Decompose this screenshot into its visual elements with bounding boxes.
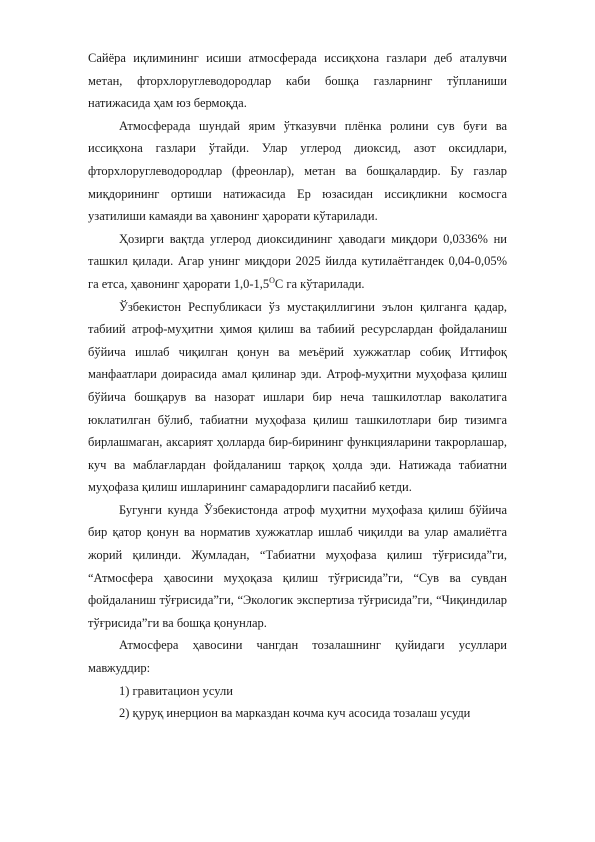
- degree-sign: О: [269, 275, 275, 285]
- paragraph-greenhouse-intro: Сайёра иқлимининг исиши атмосферада иссиқхона газлари деб аталувчи метан, фторхлоруглеводородлар каби бошқа газларнинг тўпланиши натижасида ҳам юз бермоқда.: [88, 51, 507, 111]
- paragraph-cleaning-methods: Атмосфера ҳавосини чангдан тозалашнинг қуйидаги усуллари мавжуддир:: [88, 638, 507, 676]
- paragraph-greenhouse-gases: Атмосферада шундай ярим ўтказувчи плёнка ролини сув буғи ва иссиқхона газлари ўтайди. Улар углерод диоксид, азот оксидлари, фторхлоруглеводородлар (фреонлар), метан ва бошқалардир. Бу газлар миқдорининг ортиши натижасида Ер юзасидан иссиқликни космосга узатилиши камаяди ва ҳавонинг ҳарорати кўтарилади.: [88, 118, 507, 224]
- list-item-gravitational: 1) гравитацион усули: [119, 683, 233, 698]
- paragraph-laws: Бугунги кунда Ўзбекистонда атроф муҳитни муҳофаза қилиш бўйича бир қатор қонун ва норматив хужжатлар ишлаб чиқилди ва улар амалиётга жорий қилинди. Жумладан, “Табиатни муҳофаза қилиш тўғрисида”ги, “Атмосфера ҳавосини муҳоқаза қилиш тўғрисида”ги, “Сув ва сувдан фойдаланиш тўғрисида”ги, “Экологик экспертиза тўғрисида”ги, “Чиқиндилар тўғрисида”ги ва бошқа қонунлар.: [88, 502, 507, 630]
- paragraph-uzbekistan-history: Ўзбекистон Республикаси ўз мустақиллигини эълон қилганга қадар, табиий атроф-муҳитни ҳимоя қилиш ва табиий ресурслардан фойдаланиш бўйича ишлаб чиқилган қонун ва меъёрий хужжатлар собиқ Иттифоқ манфаатлари доирасида амал қилинар эди. Атроф-муҳитни муҳофаза қилиш бўйича бошқарув ва назорат ишлари бир неча ташкилотлар ваколатига юклатилган бўлиб, табиатни муҳофаза қилиш ташкилотлари бир тизимга бирлашмаган, аксарият ҳолларда бир-бирининг функцияларини такрорлашар, куч ва маблағлардан фойдаланиш тарқоқ ҳолда эди. Натижада табиатни муҳофаза қилиш ишларининг самарадорлиги пасайиб кетди.: [88, 299, 507, 495]
- document-body: [88, 47, 507, 725]
- paragraph-co2-content: [88, 228, 507, 296]
- co2-text-after: С га кўтарилади.: [274, 276, 365, 291]
- list-item-inertial: 2) қуруқ инерцион ва марказдан кочма куч асосида тозалаш усуди: [119, 706, 471, 721]
- co2-text-before: Ҳозирги вақтда углерод диоксидининг ҳаводаги миқдори 0,0336% ни ташкил қилади. Агар унинг миқдори 2025 йилда кутилаётгандек 0,04-0,05% га етса, ҳавонинг ҳарорати 1,0-1,5: [88, 231, 507, 291]
